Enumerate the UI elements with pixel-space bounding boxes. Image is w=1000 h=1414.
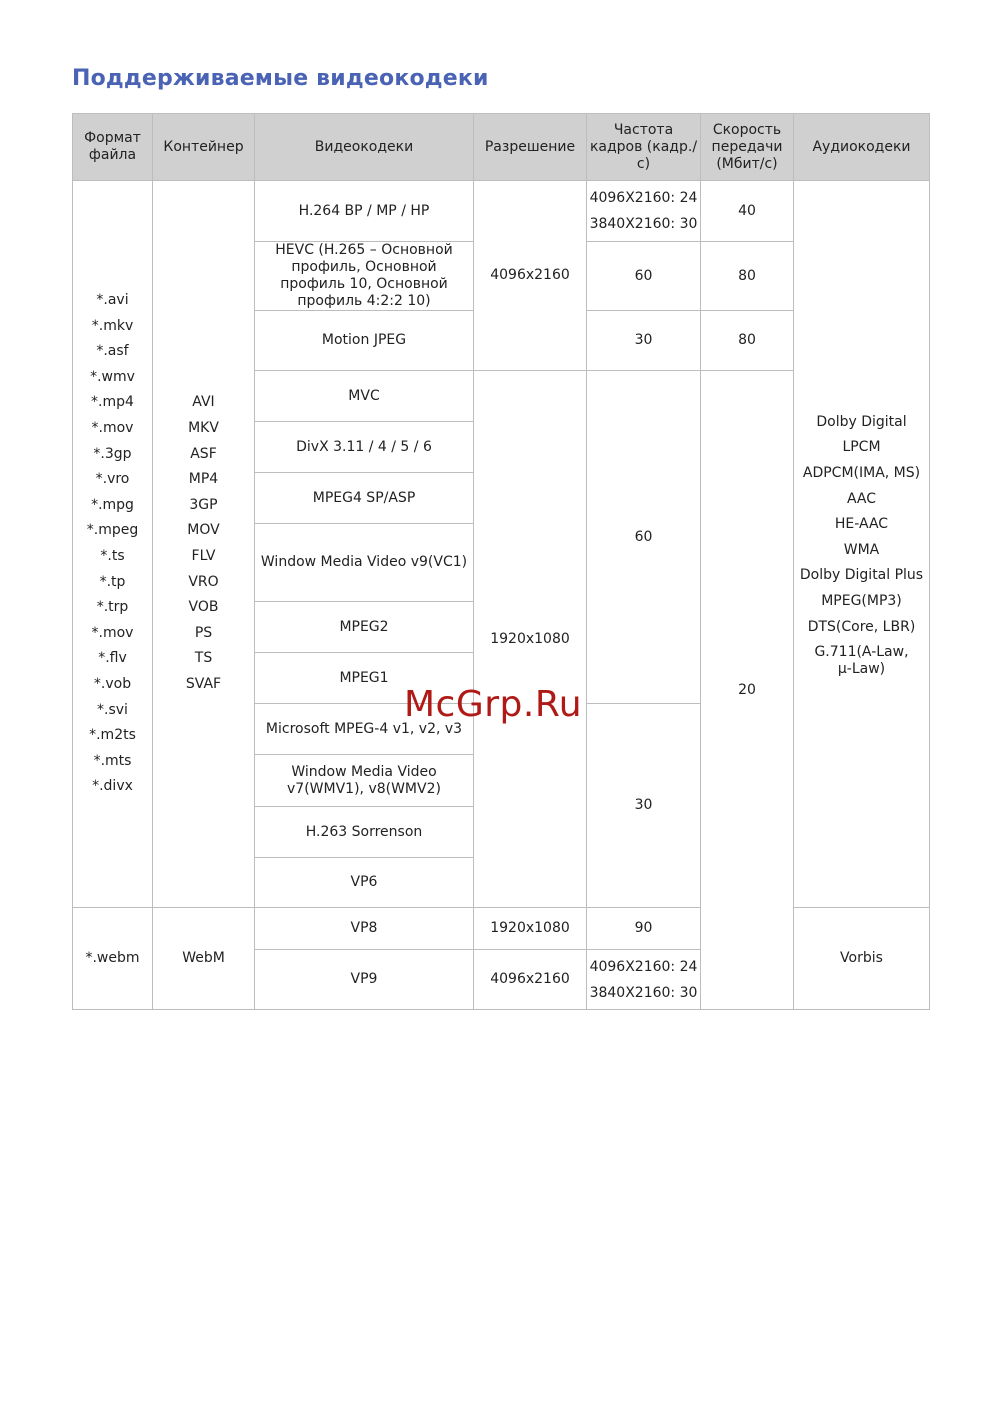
format-item: *.mov [91,624,134,641]
framerate-cell: 60 [587,371,701,704]
container-item: PS [194,624,213,641]
resolution-cell: 1920x1080 [474,908,587,950]
format-item: *.mkv [91,317,134,334]
container-item: MKV [188,420,219,437]
format-item: *.mov [91,420,134,437]
format-item: *.asf [96,343,129,360]
audio-item: WMA [843,541,880,558]
codec-cell: Microsoft MPEG-4 v1, v2, v3 [255,704,474,755]
cell-container-webm: WebM [153,908,255,1010]
audio-item: AAC [846,490,877,507]
bitrate-cell: 80 [701,311,794,371]
container-item: MP4 [188,471,219,488]
table-header-row [73,114,930,181]
container-item: ASF [190,445,217,462]
header-format: Формат файла [73,114,153,181]
codec-cell: MVC [255,371,474,422]
resolution-cell: 4096x2160 [474,181,587,371]
format-item: *.3gp [93,445,132,462]
framerate-line: 3840X2160: 30 [589,984,698,1001]
audio-item: HE-AAC [834,516,889,533]
table-row [73,908,930,950]
format-item: *.trp [96,599,129,616]
bitrate-cell: 80 [701,242,794,311]
codec-cell: HEVC (H.265 – Основной профиль, Основной профиль 10, Основной профиль 4:2:2 10) [255,242,474,311]
format-item: *.vro [95,471,130,488]
header-bitrate: Скорость передачи (Мбит/с) [701,114,794,181]
codec-cell: VP6 [255,858,474,908]
framerate-cell: 90 [587,908,701,950]
cell-audio [794,181,930,908]
codec-cell: MPEG1 [255,653,474,704]
framerate-cell [587,950,701,1010]
resolution-cell: 1920x1080 [474,371,587,908]
cell-audio-webm: Vorbis [794,908,930,1010]
audio-item: DTS(Core, LBR) [807,618,916,635]
container-item: FLV [191,548,216,564]
format-item: *.tp [99,573,126,590]
container-item: SVAF [185,675,222,692]
format-item: *.wmv [90,368,135,385]
container-item: TS [194,650,213,667]
format-item: *.mts [93,752,132,769]
header-framerate: Частота кадров (кадр./с) [587,114,701,181]
cell-format-webm: *.webm [73,908,153,1010]
codec-cell: VP8 [255,908,474,950]
codec-cell: H.264 BP / MP / HP [255,181,474,242]
container-item: MOV [187,522,220,539]
header-container: Контейнер [153,114,255,181]
audio-item: Dolby Digital Plus [799,567,924,584]
format-item: *.mp4 [91,394,134,411]
framerate-line: 4096X2160: 24 [589,958,698,975]
framerate-cell: 30 [587,704,701,908]
framerate-cell: 60 [587,242,701,311]
format-item: *.m2ts [89,727,136,744]
format-item: *.vob [93,675,132,692]
table-row [73,181,930,242]
format-item: *.ts [100,548,125,564]
codec-cell: H.263 Sorrenson [255,807,474,858]
watermark: McGrp.Ru [404,684,583,725]
framerate-line: 4096X2160: 24 [589,190,698,206]
codec-cell: Window Media Video v7(WMV1), v8(WMV2) [255,755,474,807]
format-item: *.svi [97,701,128,718]
codec-cell: Window Media Video v9(VC1) [255,524,474,602]
framerate-line: 3840X2160: 30 [589,216,698,232]
codec-cell: MPEG2 [255,602,474,653]
audio-item: Dolby Digital [816,413,907,430]
codec-cell: VP9 [255,950,474,1010]
container-item: AVI [192,394,215,411]
codec-cell: DivX 3.11 / 4 / 5 / 6 [255,422,474,473]
audio-item: ADPCM(IMA, MS) [802,465,921,482]
header-resolution: Разрешение [474,114,587,181]
header-audio: Аудиокодеки [794,114,930,181]
framerate-cell [587,181,701,242]
audio-item: G.711(A-Law, μ-Law) [814,644,909,678]
format-item: *.avi [96,292,129,309]
format-item: *.flv [98,650,127,667]
codec-cell: Motion JPEG [255,311,474,371]
format-item: *.mpeg [86,522,139,539]
bitrate-cell: 40 [701,181,794,242]
format-item: *.divx [92,778,133,795]
audio-item: MPEG(MP3) [821,592,902,609]
cell-formats [73,181,153,908]
video-codecs-table [72,113,930,1010]
framerate-cell: 30 [587,311,701,371]
format-item: *.mpg [91,496,134,513]
codec-cell: MPEG4 SP/ASP [255,473,474,524]
header-codecs: Видеокодеки [255,114,474,181]
audio-item: LPCM [842,439,881,456]
cell-containers [153,181,255,908]
container-item: 3GP [189,496,218,513]
page-title: Поддерживаемые видеокодеки [72,66,489,91]
resolution-cell: 4096x2160 [474,950,587,1010]
container-item: VRO [188,573,219,590]
container-item: VOB [188,599,219,616]
bitrate-cell: 20 [701,371,794,1010]
